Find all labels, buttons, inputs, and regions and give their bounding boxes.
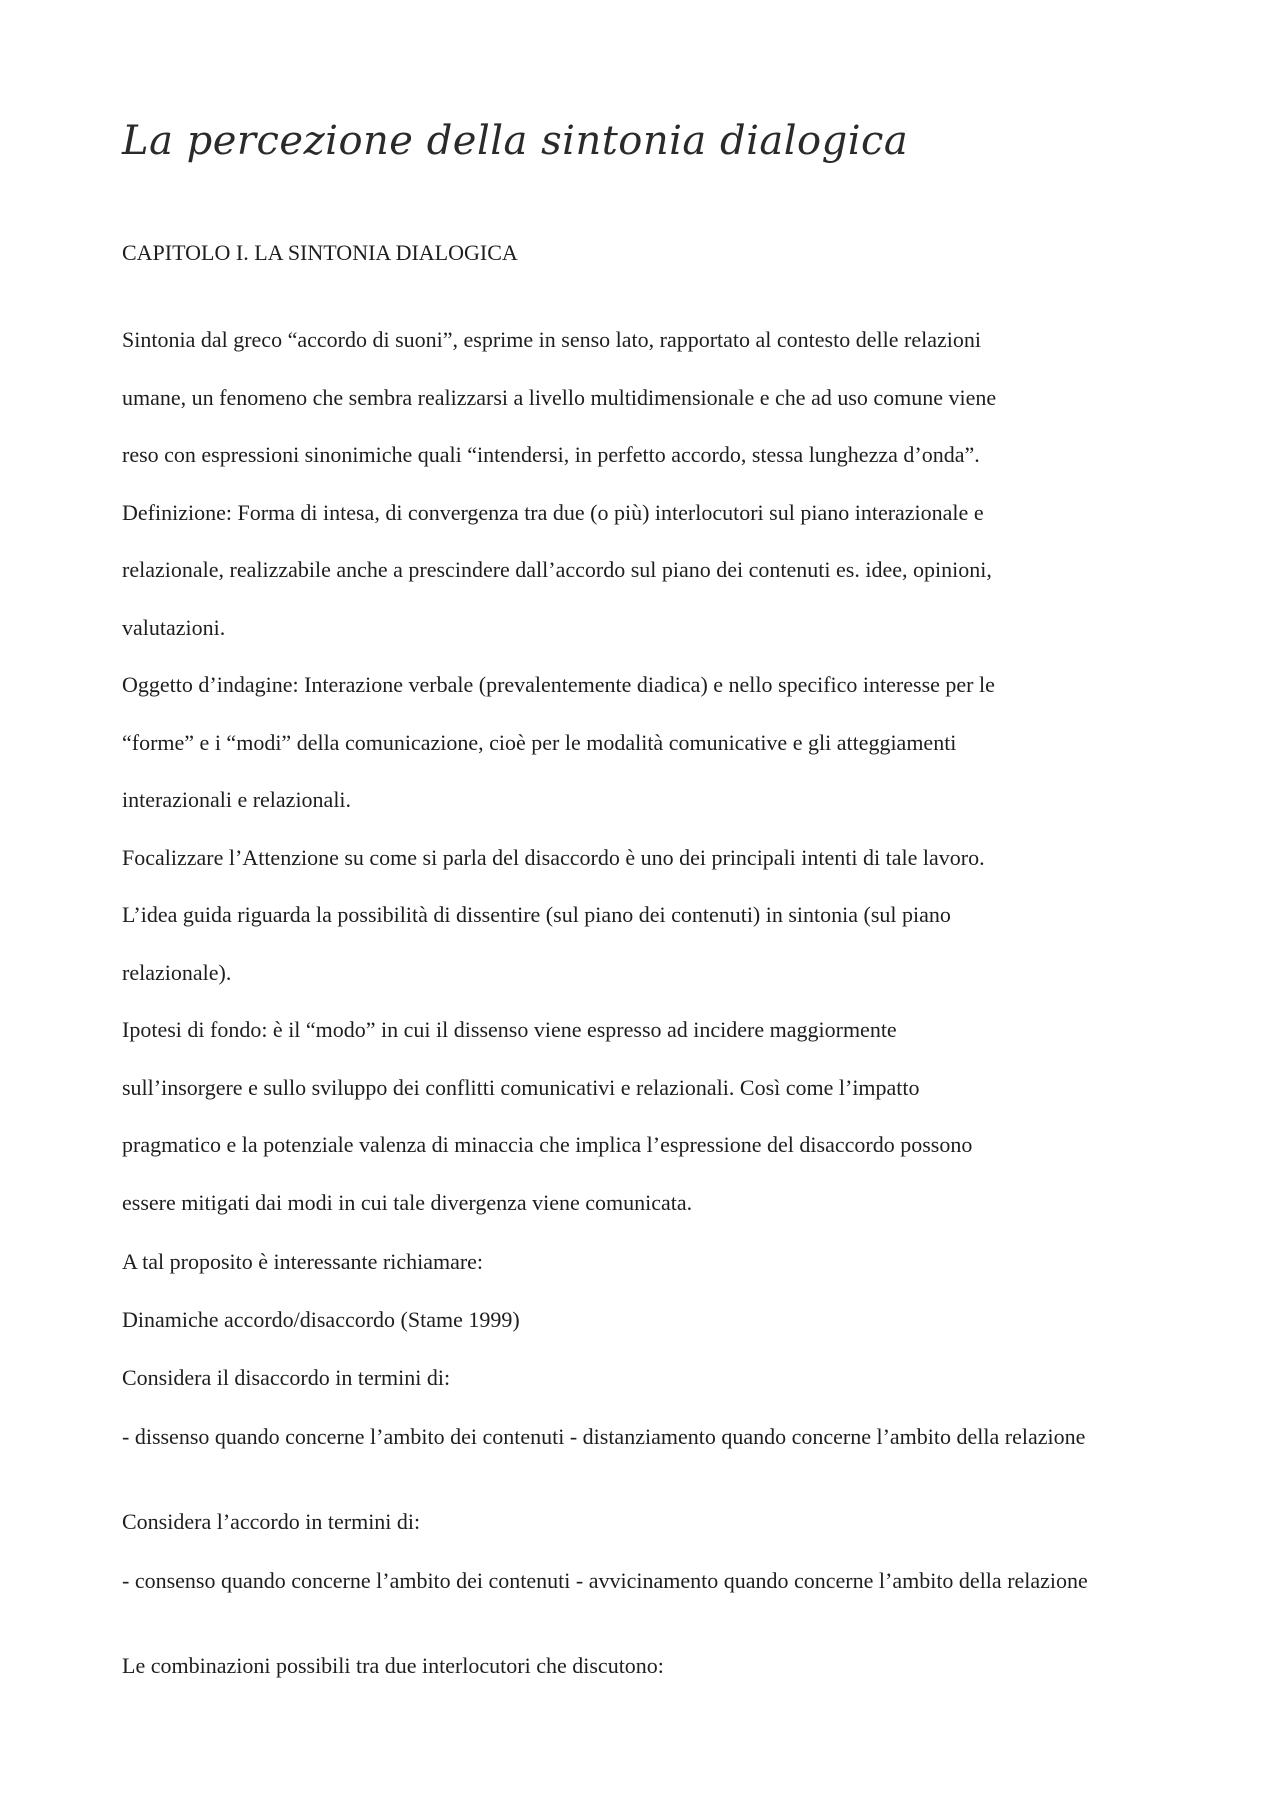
text-line: relazionale). <box>122 959 232 985</box>
disaccordo-list-item: - dissenso quando concerne l’ambito dei contenuti - distanziamento quando concerne l’ambito della relazione <box>122 1424 1086 1449</box>
text-line: interazionali e relazionali. <box>122 787 352 812</box>
text-line: valutazioni. <box>122 614 226 640</box>
document-title: La percezione della sintonia dialogica <box>122 118 909 164</box>
text-line: umane, un fenomeno che sembra realizzarsi a livello multidimensionale e che ad uso comune viene <box>122 384 997 410</box>
accordo-list-item: - consenso quando concerne l’ambito dei contenuti - avvicinamento quando concerne l’ambito della relazione <box>122 1568 1088 1593</box>
text-line: sull’insorgere e sullo sviluppo dei conflitti comunicativi e relazionali. Così come l’impatto <box>122 1074 920 1100</box>
text-line: Sintonia dal greco “accordo di suoni”, esprime in senso lato, rapportato al contesto delle relazioni <box>122 327 981 352</box>
body-paragraphs <box>122 311 1182 1231</box>
considera-accordo-text: Considera l’accordo in termini di: <box>122 1509 421 1534</box>
text-line: relazionale, realizzabile anche a prescindere dall’accordo sul piano dei contenuti es. idee, opinioni, <box>122 557 992 582</box>
text-line: essere mitigati dai modi in cui tale divergenza viene comunicata. <box>122 1189 693 1215</box>
text-line: L’idea guida riguarda la possibilità di dissentire (sul piano dei contenuti) in sintonia (sul piano <box>122 902 951 927</box>
chapter-heading: CAPITOLO I. LA SINTONIA DIALOGICA <box>122 240 518 265</box>
text-line: Definizione: Forma di intesa, di convergenza tra due (o più) interlocutori sul piano interazionale e <box>122 499 984 525</box>
text-line: Focalizzare l’Attenzione su come si parla del disaccordo è uno dei principali intenti di tale lavoro. <box>122 844 985 870</box>
text-line: “forme” e i “modi” della comunicazione, cioè per le modalità comunicative e gli atteggiamenti <box>122 729 957 755</box>
proposito-text: A tal proposito è interessante richiamare: <box>122 1249 484 1274</box>
considera-disaccordo-text: Considera il disaccordo in termini di: <box>122 1365 451 1390</box>
combinazioni-text: Le combinazioni possibili tra due interlocutori che discutono: <box>122 1653 664 1678</box>
text-line: Ipotesi di fondo: è il “modo” in cui il dissenso viene espresso ad incidere maggiormente <box>122 1017 897 1042</box>
dinamiche-heading: Dinamiche accordo/disaccordo (Stame 1999) <box>122 1307 520 1332</box>
text-line: pragmatico e la potenziale valenza di minaccia che implica l’espressione del disaccordo possono <box>122 1132 973 1157</box>
text-line: reso con espressioni sinonimiche quali “intendersi, in perfetto accordo, stessa lunghezza d’onda”. <box>122 442 980 467</box>
text-line: Oggetto d’indagine: Interazione verbale (prevalentemente diadica) e nello specifico interesse per le <box>122 672 995 697</box>
